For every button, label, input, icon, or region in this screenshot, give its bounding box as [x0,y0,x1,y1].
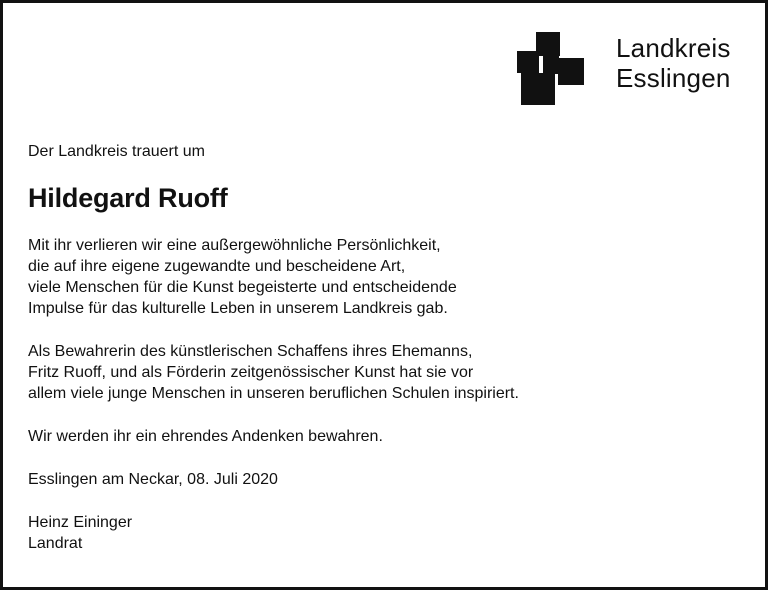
logo-wordmark [616,33,731,93]
logo-squares-icon [514,29,588,107]
deceased-name: Hildegard Ruoff [28,183,228,213]
logo-line-2: Esslingen [616,63,731,93]
signer-name: Heinz Eininger [28,514,133,531]
paragraph-tribute: Mit ihr verlieren wir eine außergewöhnliche Persönlichkeit, die auf ihre eigene zugewandte und bescheidene Art, viele Menschen für die Kunst begeisterte und entscheidende Impulse für das kulturelle Leben in unserem Landkreis gab. [28,237,457,317]
signature-block [28,512,728,554]
landkreis-esslingen-logo [514,29,746,109]
signer-title: Landrat [28,535,83,552]
logo-line-1: Landkreis [616,33,731,63]
place-and-date: Esslingen am Neckar, 08. Juli 2020 [28,471,278,488]
intro-text: Der Landkreis trauert um [28,143,205,160]
paragraph-legacy: Als Bewahrerin des künstlerischen Schaffens ihres Ehemanns, Fritz Ruoff, und als Förderin zeitgenössischer Kunst hat sie vor allem viele junge Menschen in unseren beruflichen Schulen inspiriert. [28,343,519,402]
paragraph-remembrance: Wir werden ihr ein ehrendes Andenken bewahren. [28,428,383,445]
notice-body [28,141,728,554]
